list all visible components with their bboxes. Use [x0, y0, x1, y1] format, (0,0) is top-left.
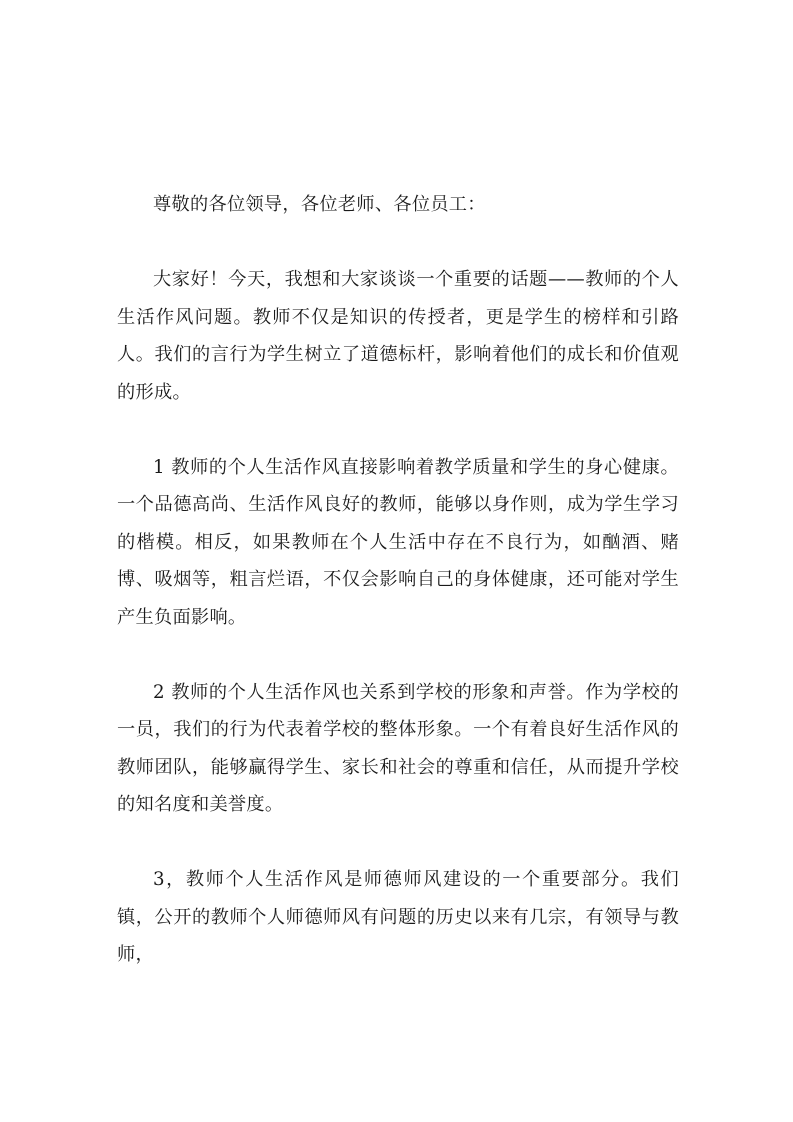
- salutation: 尊敬的各位领导，各位老师、各位员工：: [153, 194, 486, 215]
- paragraph-intro: 大家好！今天，我想和大家谈谈一个重要的话题——教师的个人生活作风问题。教师不仅是知识的传授者，更是学生的榜样和引路人。我们的言行为学生树立了道德标杆，影响着他们的成长和价值观的形成。: [117, 269, 679, 403]
- paragraph-point-3: 3，教师个人生活作风是师德师风建设的一个重要部分。我们镇，公开的教师个人师德师风有问题的历史以来有几宗，有领导与教师，: [117, 869, 679, 965]
- paragraph-spacer: [117, 411, 679, 449]
- paragraph-spacer: [117, 824, 679, 862]
- paragraph-spacer: [117, 636, 679, 674]
- paragraph-spacer: [117, 224, 679, 262]
- paragraph-point-2: 2 教师的个人生活作风也关系到学校的形象和声誉。作为学校的一员，我们的行为代表着学校的整体形象。一个有着良好生活作风的教师团队，能够赢得学生、家长和社会的尊重和信任，从而提升学校的知名度和美誉度。: [117, 681, 679, 815]
- document-page: [117, 186, 679, 974]
- paragraph-point-1: 1 教师的个人生活作风直接影响着教学质量和学生的身心健康。一个品德高尚、生活作风良好的教师，能够以身作则，成为学生学习的楷模。相反，如果教师在个人生活中存在不良行为，如酗酒、赌博、吸烟等，粗言烂语，不仅会影响自己的身体健康，还可能对学生产生负面影响。: [117, 456, 679, 628]
